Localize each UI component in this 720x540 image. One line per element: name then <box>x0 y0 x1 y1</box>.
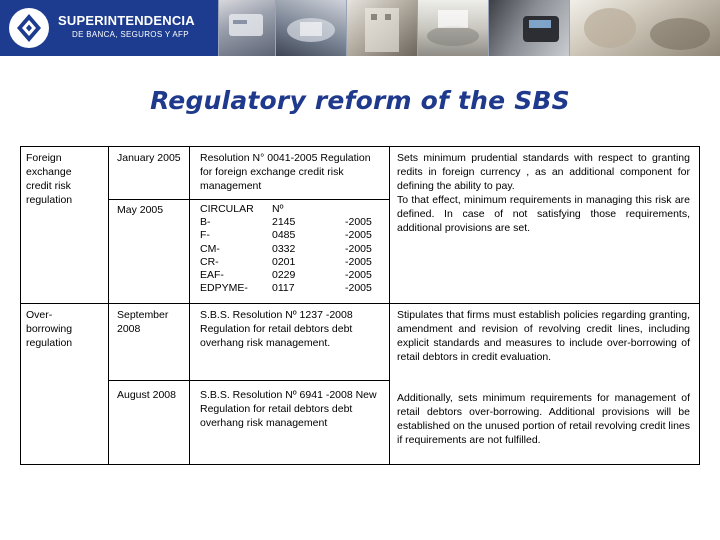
banner-photo-building <box>346 0 417 56</box>
banner-photo-hands <box>275 0 346 56</box>
header-banner <box>0 0 720 56</box>
circular-prefix: CR- <box>200 255 219 268</box>
circular-year: -2005 <box>345 269 372 281</box>
col-divider-3 <box>389 146 390 465</box>
circular-prefix: CM- <box>200 242 220 255</box>
banner-photo-terminal <box>488 0 569 56</box>
circular-row-1 <box>200 216 385 230</box>
banner-photo-meeting <box>569 0 720 56</box>
row1-description-p1: Sets minimum prudential standards with respect to granting redits in foreign currency , as an additional component for defining the ability to pay. <box>397 152 690 192</box>
row1-sub-divider <box>108 199 389 200</box>
row2-sub1-regulation: S.B.S. Resolution Nº 1237 -2008 Regulation for retail debtors debt overhang risk management. <box>200 309 353 349</box>
sbs-emblem-icon <box>7 6 51 50</box>
circular-year: -2005 <box>345 242 372 255</box>
col-divider-2 <box>189 146 190 465</box>
circular-row-3 <box>200 243 385 257</box>
row1-sub1-date: January 2005 <box>117 152 181 164</box>
circular-year: -2005 <box>345 216 372 229</box>
row2-sub2-description: Additionally, sets minimum requirements for management of retail debtors over-borrowing. Additional provisions will be established on the unused portion of retail revolving credit lines if requirements are not fulfilled. <box>397 392 691 446</box>
circular-row-0 <box>200 203 385 217</box>
banner-photo-cards <box>218 0 275 56</box>
circular-row-6 <box>200 282 385 296</box>
row2-sub1-description: Stipulates that firms must establish policies regarding granting, amendment and revision of revolving credit lines, including explicit standards and measures to include over-borrowing of retail debtors in credit evaluation. <box>397 309 690 363</box>
table-top-border <box>20 146 700 147</box>
row2-sub2-date: August 2008 <box>117 389 176 401</box>
sbs-logo <box>0 0 218 56</box>
circular-number: 0229 <box>272 269 296 281</box>
circular-year: -2005 <box>345 282 372 295</box>
col-divider-1 <box>108 146 109 465</box>
circular-row-2 <box>200 229 385 243</box>
row1-sub1-regulation: Resolution N° 0041-2005 Regulation for foreign exchange credit risk management <box>200 152 371 192</box>
circular-number: 0201 <box>272 255 296 268</box>
circular-prefix: CIRCULAR <box>200 203 254 215</box>
circular-number: Nº <box>272 203 284 215</box>
row-divider <box>20 303 700 304</box>
circular-number: 0332 <box>272 242 296 255</box>
row1-sub2-date: May 2005 <box>117 204 164 216</box>
circular-row-4 <box>200 256 385 270</box>
row1-topic: Foreign exchange credit risk regulation <box>26 152 73 206</box>
circular-row-5 <box>200 269 385 283</box>
circular-number: 0485 <box>272 229 296 242</box>
banner-photo-document <box>417 0 488 56</box>
row2-sub1-date: September 2008 <box>117 309 169 335</box>
page-title: Regulatory reform of the SBS <box>150 86 570 115</box>
row1-description <box>397 151 690 235</box>
table-left-border <box>20 146 21 465</box>
regulatory-reform-table <box>20 146 700 464</box>
row1-description-p2: To that effect, minimum requirements in managing this risk are defined. In case of not satisfying those requirements, additional provisions are set. <box>397 194 690 234</box>
circular-number: 2145 <box>272 216 296 229</box>
circular-prefix: F- <box>200 229 210 242</box>
circular-year: -2005 <box>345 229 372 242</box>
row2-sub-divider <box>108 380 389 381</box>
circular-number: 0117 <box>272 282 295 295</box>
circular-prefix: EDPYME- <box>200 282 248 295</box>
table-right-border <box>699 146 700 465</box>
circular-prefix: EAF- <box>200 269 224 281</box>
circular-prefix: B- <box>200 216 211 229</box>
logo-subtitle: DE BANCA, SEGUROS Y AFP <box>72 30 189 39</box>
row2-sub2-regulation: S.B.S. Resolution Nº 6941 -2008 New Regulation for retail debtors debt overhang risk management <box>200 389 377 429</box>
row2-topic: Over-borrowing regulation <box>26 309 73 349</box>
table-bottom-border <box>20 464 700 465</box>
logo-title: SUPERINTENDENCIA <box>58 13 195 28</box>
circular-list <box>200 203 385 301</box>
circular-year: -2005 <box>345 255 372 268</box>
